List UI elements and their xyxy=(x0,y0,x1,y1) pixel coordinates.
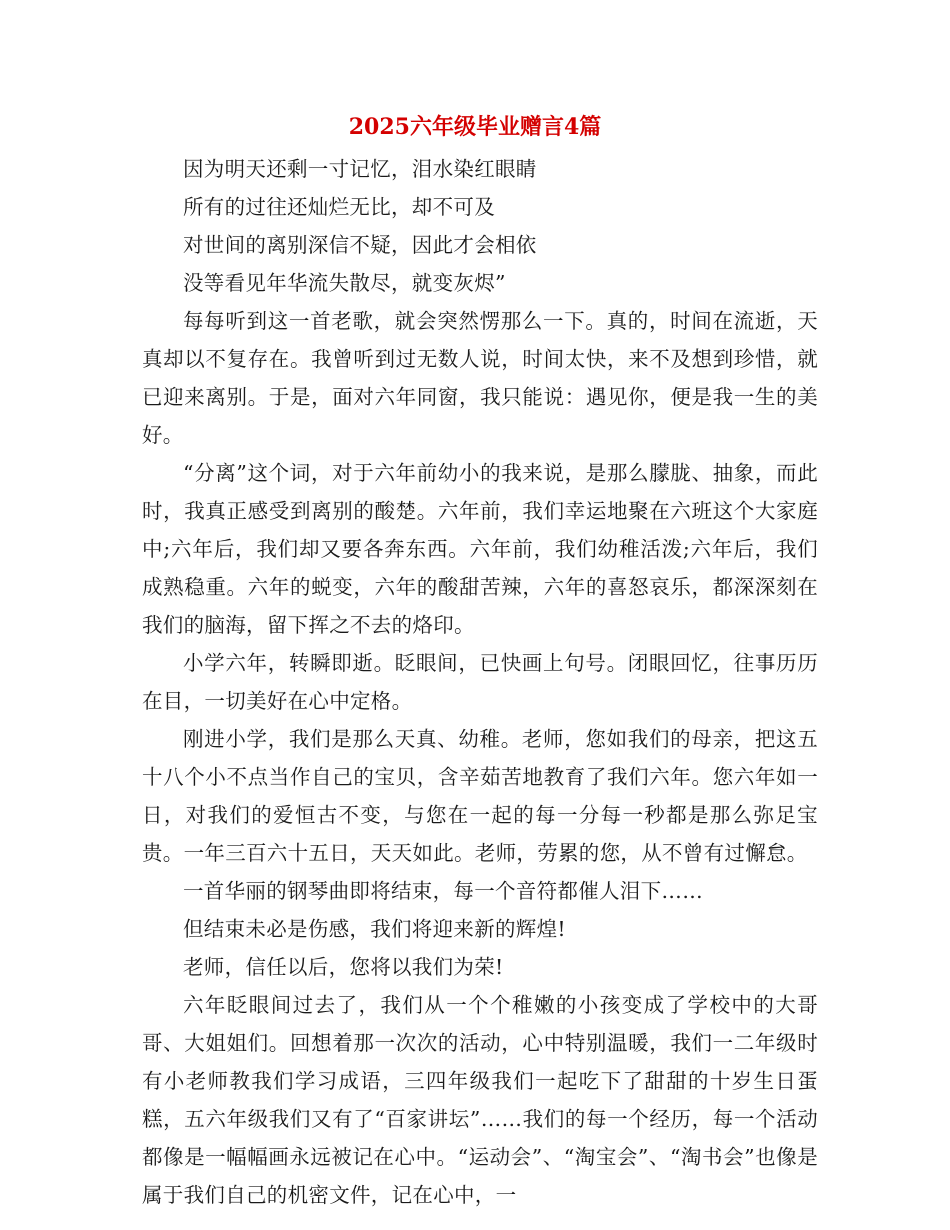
poem-line: 对世间的离别深信不疑，因此才会相依 xyxy=(183,233,537,257)
body-paragraph: 小学六年，转瞬即逝。眨眼间，已快画上句号。闭眼回忆，往事历历在目，一切美好在心中定格。 xyxy=(142,651,818,713)
body-paragraph: 每每听到这一首老歌，就会突然愣那么一下。真的，时间在流逝，天真却以不复存在。我曾听到过无数人说，时间太快，来不及想到珍惜，就已迎来离别。于是，面对六年同窗，我只能说：遇见你，便是我一生的美好。 xyxy=(142,309,818,447)
body-paragraph: “分离”这个词，对于六年前幼小的我来说，是那么朦胧、抽象，而此时，我真正感受到离别的酸楚。六年前，我们幸运地聚在六班这个大家庭中;六年后，我们却又要各奔东西。六年前，我们幼稚活泼;六年后，我们成熟稳重。六年的蜕变，六年的酸甜苦辣，六年的喜怒哀乐，都深深刻在我们的脑海，留下挥之不去的烙印。 xyxy=(142,461,818,637)
body-paragraph: 刚进小学，我们是那么天真、幼稚。老师，您如我们的母亲，把这五十八个小不点当作自己的宝贝，含辛茹苦地教育了我们六年。您六年如一日，对我们的爱恒古不变，与您在一起的每一分每一秒都是那么弥足宝贵。一年三百六十五日，天天如此。老师，劳累的您，从不曾有过懈怠。 xyxy=(142,727,818,865)
document-title: 2025六年级毕业赠言4篇 xyxy=(348,114,602,140)
body-paragraph: 六年眨眼间过去了，我们从一个个稚嫩的小孩变成了学校中的大哥哥、大姐姐们。回想着那一次次的活动，心中特别温暖，我们一二年级时有小老师教我们学习成语，三四年级我们一起吃下了甜甜的十岁生日蛋糕，五六年级我们又有了“百家讲坛”……我们的每一个经历，每一个活动都像是一幅幅画永远被记在心中。“运动会”、“淘宝会”、“淘书会”也像是属于我们自己的机密文件，记在心中，一 xyxy=(142,993,818,1207)
body-paragraph: 一首华丽的钢琴曲即将结束，每一个音符都催人泪下…… xyxy=(183,879,703,903)
body-paragraph: 老师，信任以后，您将以我们为荣! xyxy=(183,955,504,979)
poem-line: 所有的过往还灿烂无比，却不可及 xyxy=(183,195,495,219)
document-body xyxy=(142,150,818,1214)
poem-line: 没等看见年华流失散尽，就变灰烬” xyxy=(183,271,506,295)
body-paragraph: 但结束未必是伤感，我们将迎来新的辉煌! xyxy=(183,917,566,941)
poem-line: 因为明天还剩一寸记忆，泪水染红眼睛 xyxy=(183,157,537,181)
